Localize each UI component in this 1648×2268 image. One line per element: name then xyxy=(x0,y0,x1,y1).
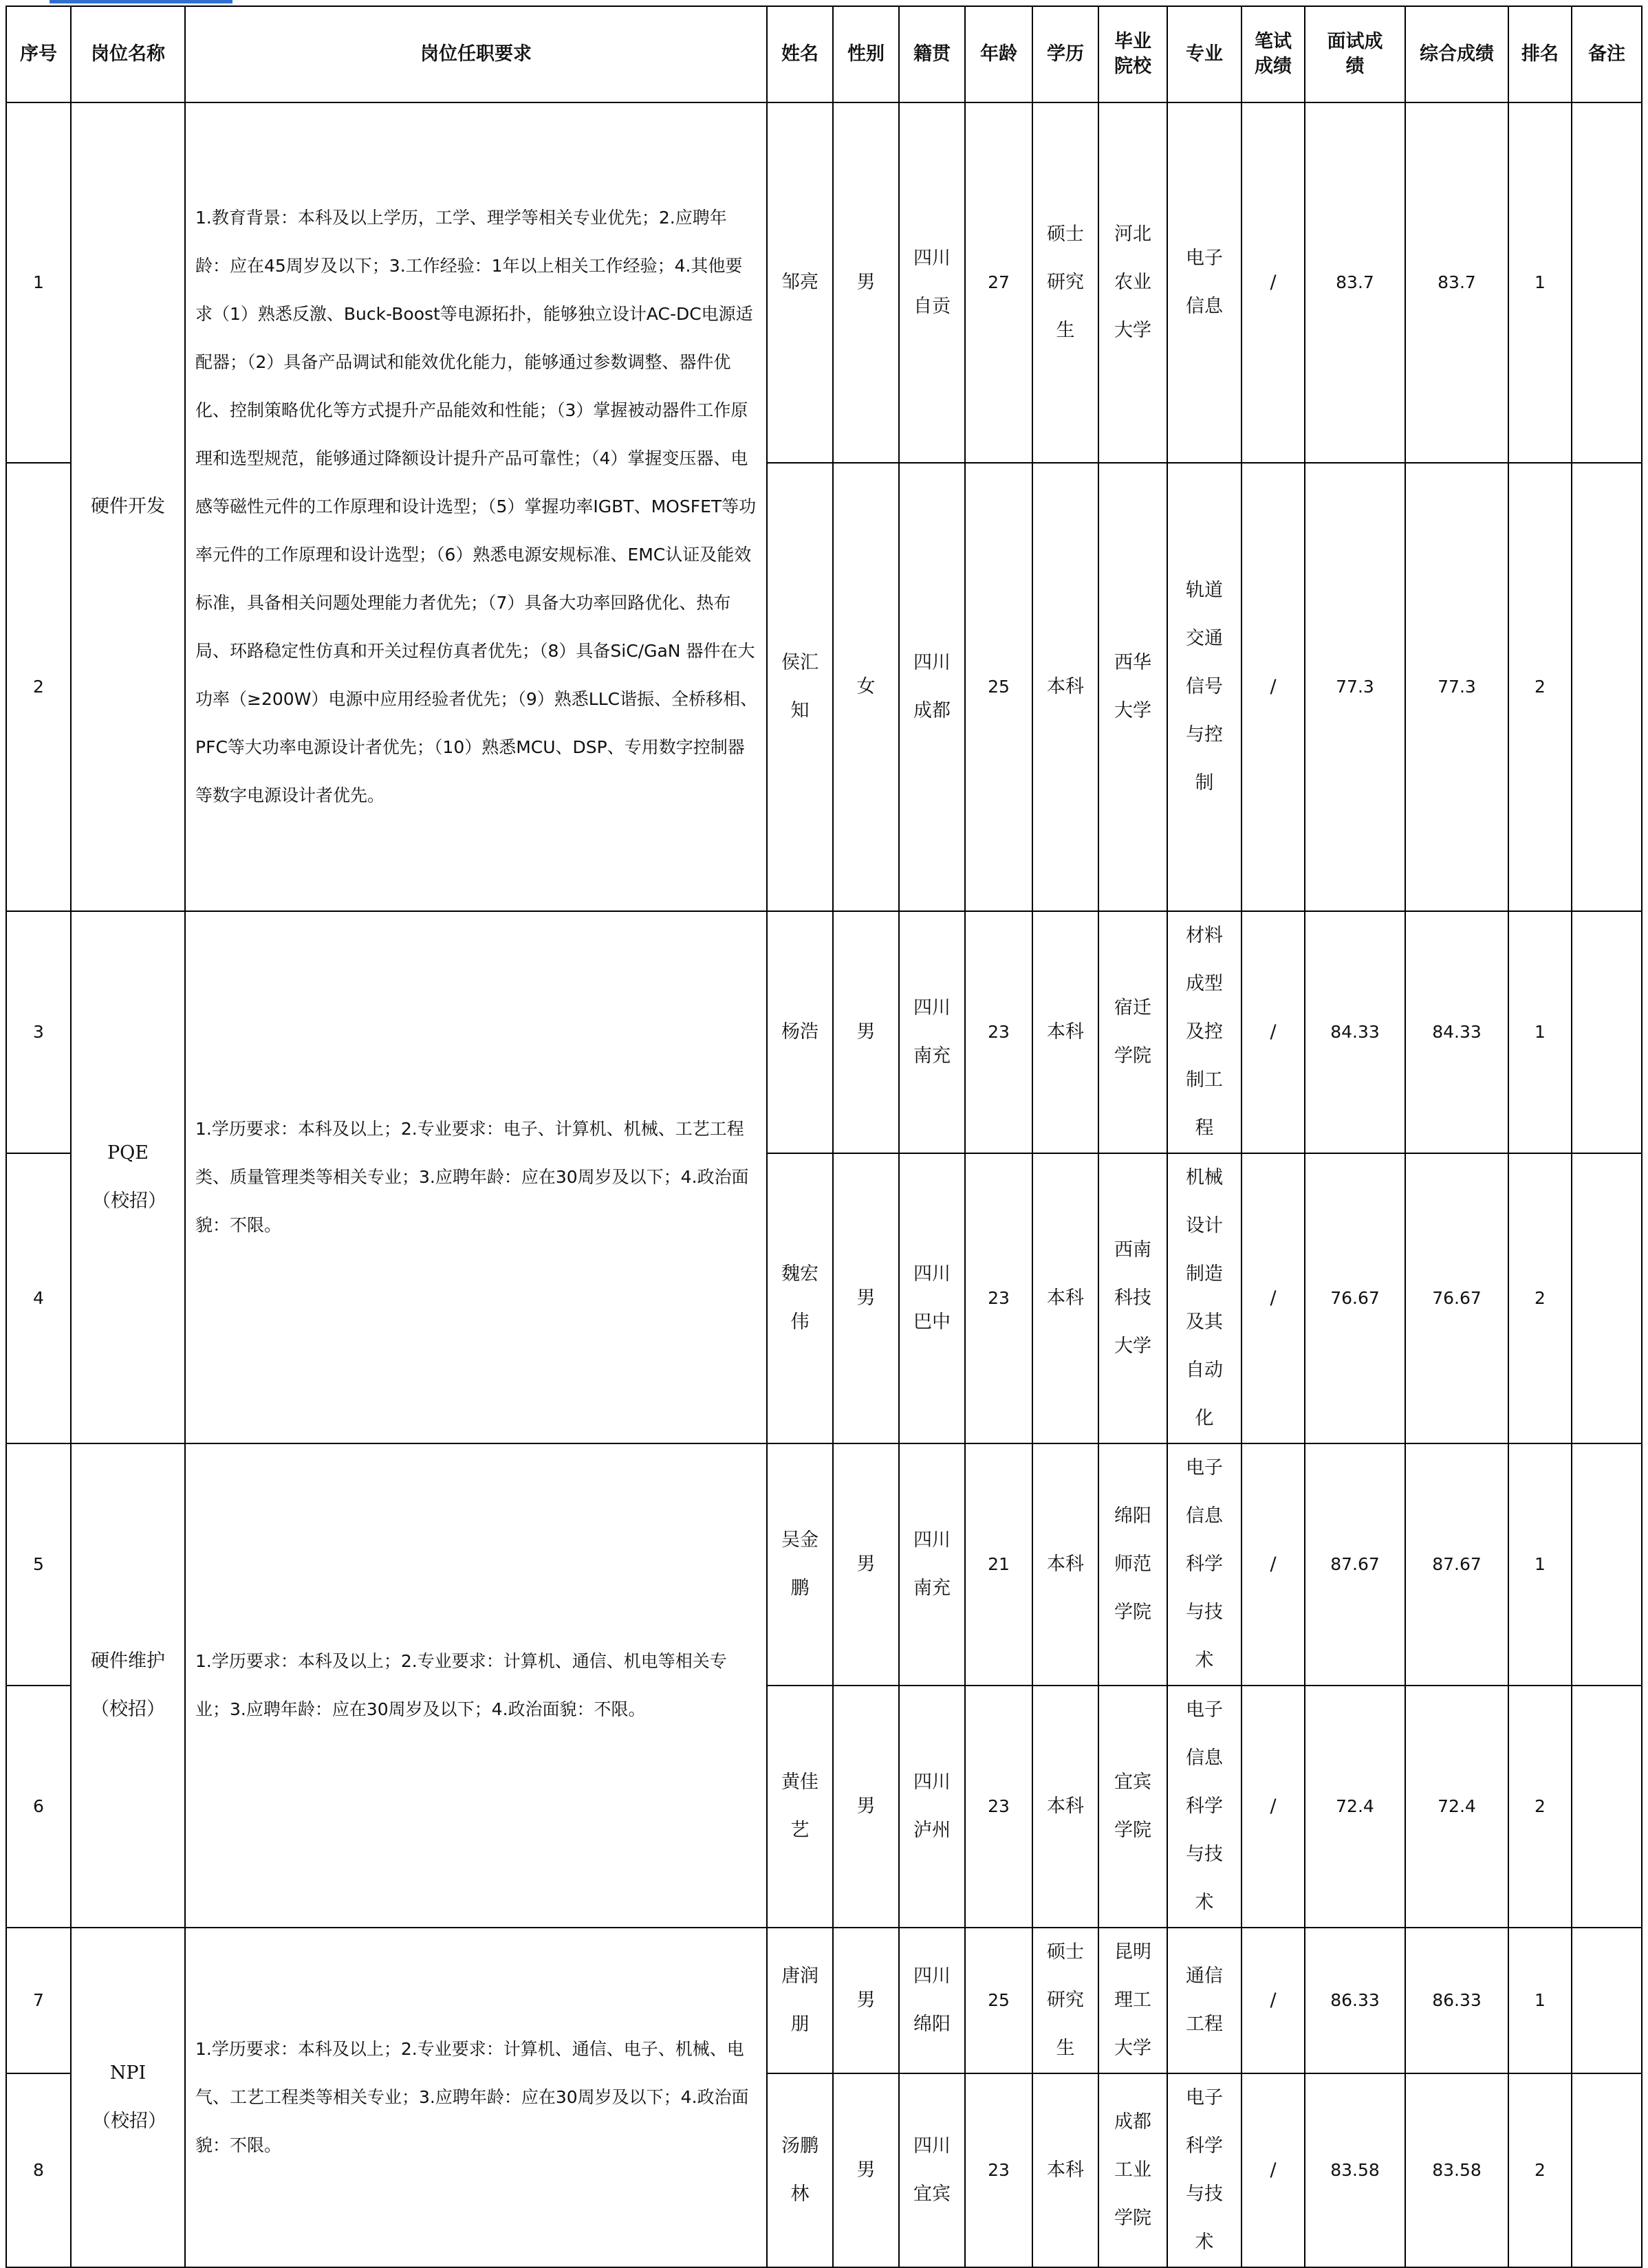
rank: 1 xyxy=(1508,1928,1572,2073)
header-major: 专业 xyxy=(1167,6,1242,102)
candidate-age: 27 xyxy=(965,102,1032,463)
header-name: 姓名 xyxy=(767,6,833,102)
written-score: / xyxy=(1242,1153,1305,1443)
candidate-name: 唐润朋 xyxy=(767,1928,833,2073)
candidate-origin: 四川巴中 xyxy=(899,1153,965,1443)
note xyxy=(1572,1443,1642,1686)
candidate-education: 本科 xyxy=(1032,1153,1098,1443)
row-no: 2 xyxy=(6,463,71,911)
written-score: / xyxy=(1242,2073,1305,2267)
candidate-name: 黄佳艺 xyxy=(767,1686,833,1928)
row-no: 8 xyxy=(6,2073,71,2267)
header-school: 毕业院校 xyxy=(1098,6,1167,102)
row-no: 5 xyxy=(6,1443,71,1686)
written-score: / xyxy=(1242,1686,1305,1928)
position-requirements: 1.学历要求：本科及以上；2.专业要求：计算机、通信、机电等相关专业；3.应聘年龄：应在30周岁及以下；4.政治面貌：不限。 xyxy=(185,1443,767,1928)
rank: 1 xyxy=(1508,102,1572,463)
candidate-origin: 四川南充 xyxy=(899,1443,965,1686)
candidate-education: 硕士研究生 xyxy=(1032,1928,1098,2073)
position-name: PQE（校招） xyxy=(71,911,185,1443)
candidate-major: 电子信息科学与技术 xyxy=(1167,1686,1242,1928)
candidate-table xyxy=(6,6,1642,2268)
candidate-origin: 四川绵阳 xyxy=(899,1928,965,2073)
note xyxy=(1572,102,1642,463)
note xyxy=(1572,1686,1642,1928)
candidate-education: 本科 xyxy=(1032,1443,1098,1686)
candidate-education: 本科 xyxy=(1032,463,1098,911)
candidate-major: 电子科学与技术 xyxy=(1167,2073,1242,2267)
interview-score: 87.67 xyxy=(1305,1443,1405,1686)
header-gender: 性别 xyxy=(833,6,899,102)
row-no: 4 xyxy=(6,1153,71,1443)
candidate-major: 通信工程 xyxy=(1167,1928,1242,2073)
candidate-age: 23 xyxy=(965,911,1032,1153)
position-name: 硬件维护（校招） xyxy=(71,1443,185,1928)
candidate-school: 成都工业学院 xyxy=(1098,2073,1167,2267)
interview-score: 72.4 xyxy=(1305,1686,1405,1928)
candidate-major: 轨道交通信号与控制 xyxy=(1167,463,1242,911)
candidate-name: 侯汇知 xyxy=(767,463,833,911)
total-score: 76.67 xyxy=(1405,1153,1508,1443)
row-no: 1 xyxy=(6,102,71,463)
candidate-school: 绵阳师范学院 xyxy=(1098,1443,1167,1686)
position-requirements: 1.教育背景：本科及以上学历，工学、理学等相关专业优先；2.应聘年龄：应在45周岁及以下；3.工作经验：1年以上相关工作经验；4.其他要求（1）熟悉反激、Buck-Boost等电源拓扑，能够独立设计AC-DC电源适配器；（2）具备产品调试和能效优化能力，能够通过参数调整、器件优化、控制策略优化等方式提升产品能效和性能；（3）掌握被动器件工作原理和选型规范，能够通过降额设计提升产品可靠性；（4）掌握变压器、电感等磁性元件的工作原理和设计选型；（5）掌握功率IGBT、MOSFET等功率元件的工作原理和设计选型；（6）熟悉电源安规标准、EMC认证及能效标准，具备相关问题处理能力者优先；（7）具备大功率回路优化、热布局、环路稳定性仿真和开关过程仿真者优先；（8）具备SiC/GaN 器件在大功率（≥200W）电源中应用经验者优先；（9）熟悉LLC谐振、全桥移相、PFC等大功率电源设计者优先；（10）熟悉MCU、DSP、专用数字控制器等数字电源设计者优先。 xyxy=(185,102,767,911)
rank: 1 xyxy=(1508,911,1572,1153)
candidate-age: 23 xyxy=(965,2073,1032,2267)
written-score: / xyxy=(1242,1928,1305,2073)
candidate-major: 电子信息 xyxy=(1167,102,1242,463)
top-accent-bar xyxy=(50,0,232,3)
candidate-gender: 男 xyxy=(833,1443,899,1686)
interview-score: 77.3 xyxy=(1305,463,1405,911)
rank: 2 xyxy=(1508,463,1572,911)
candidate-origin: 四川泸州 xyxy=(899,1686,965,1928)
candidate-school: 宜宾学院 xyxy=(1098,1686,1167,1928)
note xyxy=(1572,911,1642,1153)
rank: 2 xyxy=(1508,2073,1572,2267)
total-score: 83.7 xyxy=(1405,102,1508,463)
candidate-age: 21 xyxy=(965,1443,1032,1686)
interview-score: 83.58 xyxy=(1305,2073,1405,2267)
rank: 1 xyxy=(1508,1443,1572,1686)
candidate-education: 本科 xyxy=(1032,2073,1098,2267)
note xyxy=(1572,463,1642,911)
header-total-score: 综合成绩 xyxy=(1405,6,1508,102)
header-education: 学历 xyxy=(1032,6,1098,102)
row-no: 3 xyxy=(6,911,71,1153)
candidate-name: 汤鹏林 xyxy=(767,2073,833,2267)
interview-score: 83.7 xyxy=(1305,102,1405,463)
written-score: / xyxy=(1242,911,1305,1153)
candidate-school: 西南科技大学 xyxy=(1098,1153,1167,1443)
row-no: 6 xyxy=(6,1686,71,1928)
header-position: 岗位名称 xyxy=(71,6,185,102)
total-score: 83.58 xyxy=(1405,2073,1508,2267)
note xyxy=(1572,1153,1642,1443)
table-row xyxy=(6,102,1642,463)
position-requirements: 1.学历要求：本科及以上；2.专业要求：电子、计算机、机械、工艺工程类、质量管理类等相关专业；3.应聘年龄：应在30周岁及以下；4.政治面貌：不限。 xyxy=(185,911,767,1443)
position-name: 硬件开发 xyxy=(71,102,185,911)
candidate-education: 本科 xyxy=(1032,911,1098,1153)
header-written-score: 笔试成绩 xyxy=(1242,6,1305,102)
total-score: 72.4 xyxy=(1405,1686,1508,1928)
written-score: / xyxy=(1242,463,1305,911)
candidate-school: 西华大学 xyxy=(1098,463,1167,911)
candidate-major: 机械设计制造及其自动化 xyxy=(1167,1153,1242,1443)
candidate-gender: 男 xyxy=(833,102,899,463)
table-row xyxy=(6,911,1642,1153)
candidate-gender: 男 xyxy=(833,911,899,1153)
table-row xyxy=(6,1928,1642,2073)
candidate-origin: 四川宜宾 xyxy=(899,2073,965,2267)
interview-score: 86.33 xyxy=(1305,1928,1405,2073)
candidate-name: 杨浩 xyxy=(767,911,833,1153)
row-no: 7 xyxy=(6,1928,71,2073)
candidate-origin: 四川南充 xyxy=(899,911,965,1153)
rank: 2 xyxy=(1508,1153,1572,1443)
candidate-age: 23 xyxy=(965,1153,1032,1443)
candidate-age: 25 xyxy=(965,463,1032,911)
candidate-education: 本科 xyxy=(1032,1686,1098,1928)
candidate-age: 23 xyxy=(965,1686,1032,1928)
candidate-name: 魏宏伟 xyxy=(767,1153,833,1443)
header-note: 备注 xyxy=(1572,6,1642,102)
candidate-major: 材料成型及控制工程 xyxy=(1167,911,1242,1153)
candidate-gender: 男 xyxy=(833,1928,899,2073)
note xyxy=(1572,1928,1642,2073)
candidate-school: 昆明理工大学 xyxy=(1098,1928,1167,2073)
interview-score: 76.67 xyxy=(1305,1153,1405,1443)
candidate-origin: 四川自贡 xyxy=(899,102,965,463)
header-row xyxy=(6,6,1642,102)
candidate-gender: 男 xyxy=(833,1686,899,1928)
rank: 2 xyxy=(1508,1686,1572,1928)
candidate-school: 河北农业大学 xyxy=(1098,102,1167,463)
header-requirements: 岗位任职要求 xyxy=(185,6,767,102)
header-age: 年龄 xyxy=(965,6,1032,102)
written-score: / xyxy=(1242,102,1305,463)
candidate-name: 邹亮 xyxy=(767,102,833,463)
header-interview-score: 面试成绩 xyxy=(1305,6,1405,102)
total-score: 87.67 xyxy=(1405,1443,1508,1686)
total-score: 84.33 xyxy=(1405,911,1508,1153)
candidate-gender: 男 xyxy=(833,1153,899,1443)
position-requirements: 1.学历要求：本科及以上；2.专业要求：计算机、通信、电子、机械、电气、工艺工程类等相关专业；3.应聘年龄：应在30周岁及以下；4.政治面貌：不限。 xyxy=(185,1928,767,2267)
total-score: 77.3 xyxy=(1405,463,1508,911)
header-rank: 排名 xyxy=(1508,6,1572,102)
note xyxy=(1572,2073,1642,2267)
header-no: 序号 xyxy=(6,6,71,102)
candidate-name: 吴金鹏 xyxy=(767,1443,833,1686)
candidate-gender: 女 xyxy=(833,463,899,911)
candidate-school: 宿迁学院 xyxy=(1098,911,1167,1153)
position-name: NPI（校招） xyxy=(71,1928,185,2267)
interview-score: 84.33 xyxy=(1305,911,1405,1153)
header-origin: 籍贯 xyxy=(899,6,965,102)
candidate-age: 25 xyxy=(965,1928,1032,2073)
candidate-major: 电子信息科学与技术 xyxy=(1167,1443,1242,1686)
candidate-origin: 四川成都 xyxy=(899,463,965,911)
written-score: / xyxy=(1242,1443,1305,1686)
total-score: 86.33 xyxy=(1405,1928,1508,2073)
candidate-gender: 男 xyxy=(833,2073,899,2267)
candidate-education: 硕士研究生 xyxy=(1032,102,1098,463)
table-row xyxy=(6,1443,1642,1686)
